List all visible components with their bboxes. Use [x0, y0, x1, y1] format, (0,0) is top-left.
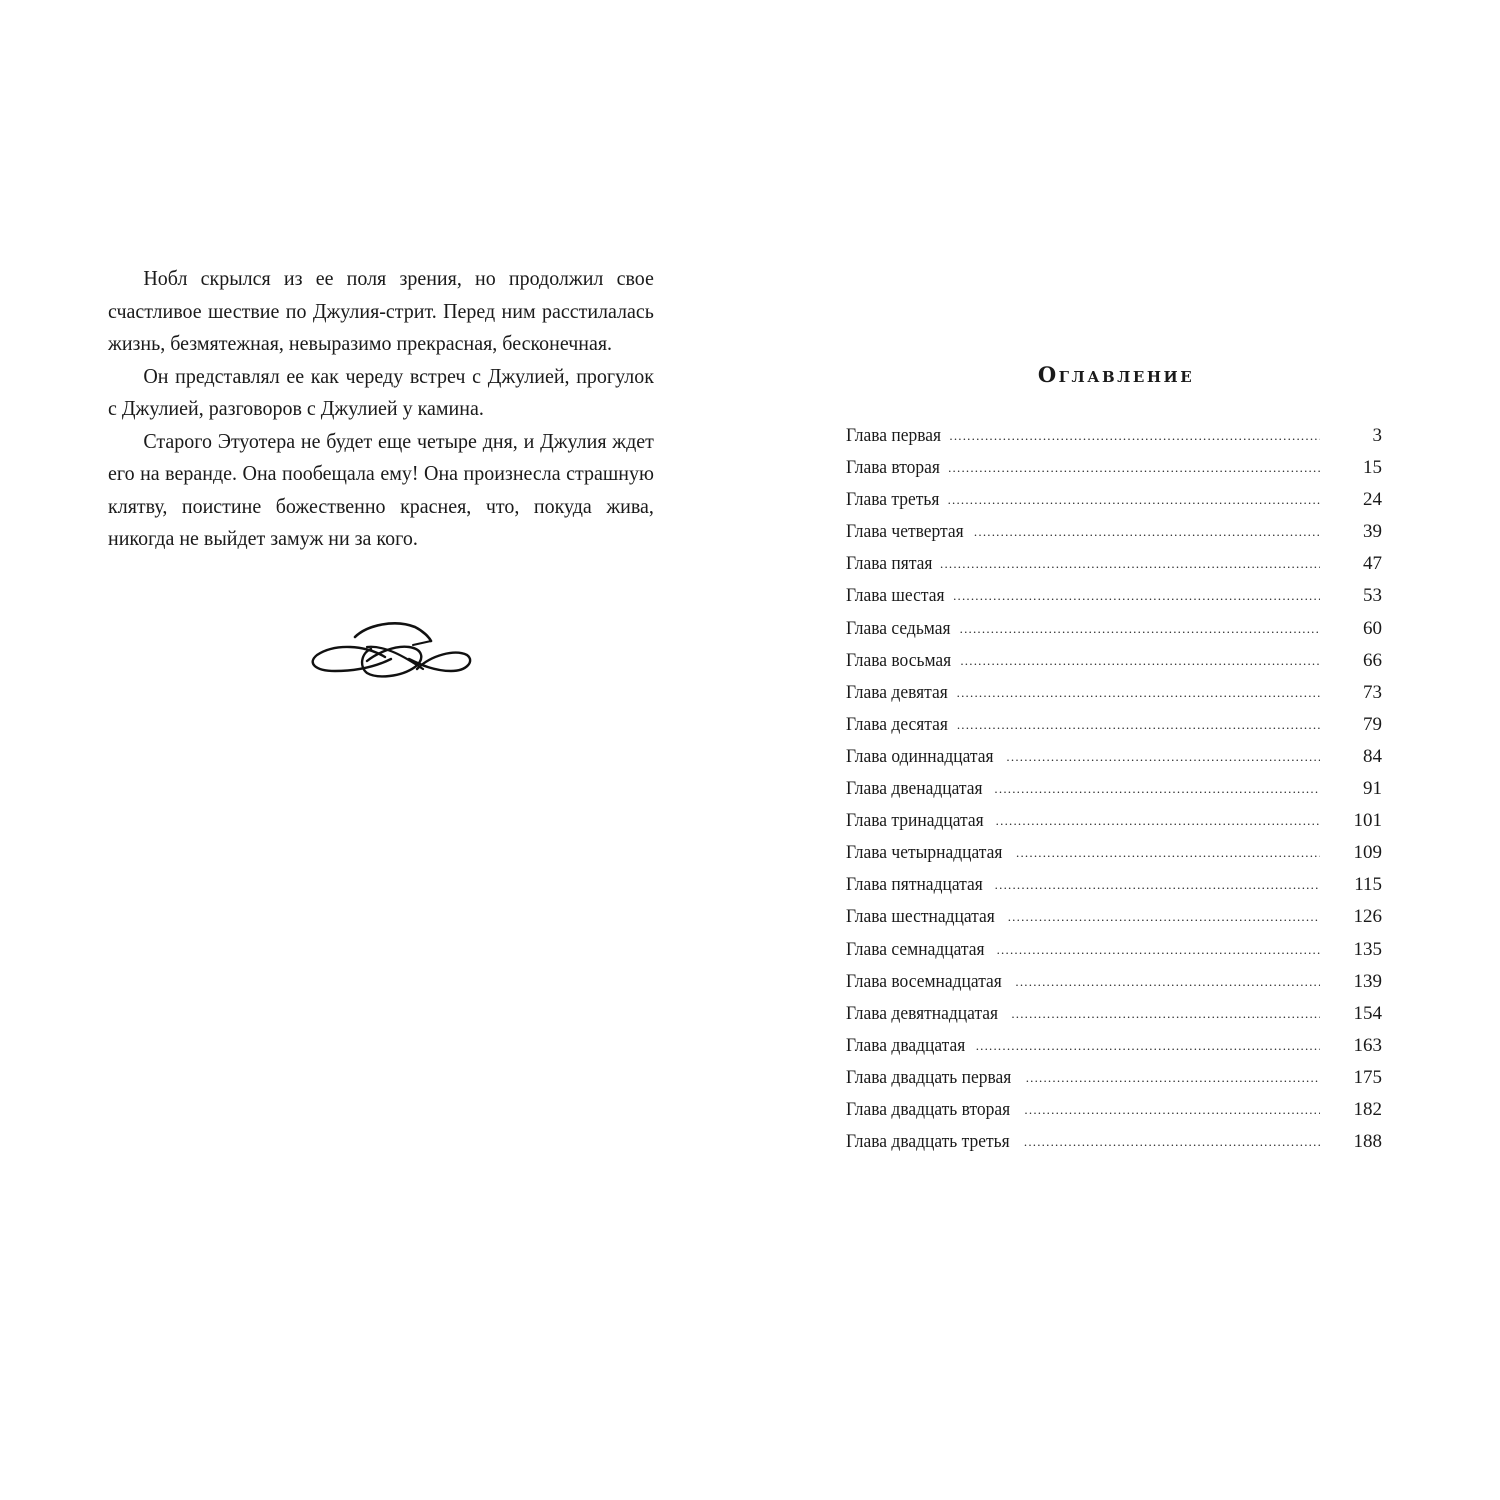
- dot-leader: [997, 934, 1320, 966]
- dot-leader: [953, 580, 1320, 612]
- dot-leader: [1011, 998, 1320, 1030]
- toc-page-number: 163: [1353, 1034, 1382, 1056]
- toc-page-number: 79: [1363, 713, 1382, 735]
- body-paragraph: Он представлял ее как череду встреч с Джулией, прогулок с Джулией, разговоров с Джулией у камина.: [108, 363, 654, 420]
- toc-page-number: 135: [1353, 938, 1382, 960]
- toc-page-number: 84: [1363, 745, 1382, 767]
- toc-page-number: 115: [1354, 874, 1382, 896]
- toc-page-number: 139: [1353, 970, 1382, 992]
- toc-entry[interactable]: [846, 484, 1382, 516]
- toc-entry-label: Глава двадцатая: [846, 1034, 966, 1056]
- toc-page-number: 175: [1353, 1066, 1382, 1088]
- toc-page-number: 39: [1363, 521, 1382, 543]
- dot-leader: [994, 773, 1320, 805]
- body-paragraph: Нобл скрылся из ее поля зрения, но продолжил свое счастливое шествие по Джулия-стрит. Перед ним расстилалась жизнь, безмятежная, невыразимо прекрасная, бесконечная.: [108, 266, 654, 355]
- toc-title: Оглавление: [1037, 362, 1195, 387]
- toc-entry-label: Глава четвертая: [846, 521, 964, 543]
- toc-entry-label: Глава седьмая: [846, 617, 951, 639]
- toc-entry-label: Глава восьмая: [846, 649, 952, 671]
- toc-page-number: 126: [1353, 906, 1382, 928]
- toc-page-number: 15: [1363, 457, 1382, 479]
- toc-entry-label: Глава первая: [846, 425, 942, 446]
- toc-entry[interactable]: [846, 901, 1382, 933]
- toc-page-number: 101: [1353, 810, 1382, 832]
- dot-leader: [976, 1030, 1320, 1062]
- toc-entry-label: Глава вторая: [846, 457, 940, 479]
- toc-entry-label: Глава пятнадцатая: [846, 874, 983, 896]
- toc-entry[interactable]: [846, 580, 1382, 612]
- dot-leader: [949, 420, 1320, 452]
- toc-entry-label: Глава двадцать третья: [846, 1131, 1010, 1153]
- toc-entry-label: Глава шестая: [846, 585, 945, 607]
- toc-entry[interactable]: [846, 1030, 1382, 1062]
- toc-entry-label: Глава пятая: [846, 553, 933, 575]
- dot-leader: [957, 677, 1320, 709]
- toc-page-number: 53: [1363, 585, 1382, 607]
- toc-entry[interactable]: [846, 966, 1382, 998]
- dot-leader: [1015, 966, 1320, 998]
- calligraphic-flourish-icon: [305, 615, 473, 683]
- toc-page-number: 182: [1353, 1098, 1382, 1120]
- dot-leader: [996, 805, 1320, 837]
- toc-entry[interactable]: [846, 420, 1382, 452]
- dot-leader: [960, 645, 1320, 677]
- right-page: [846, 360, 1382, 1158]
- toc-entry[interactable]: [846, 1062, 1382, 1094]
- dot-leader: [1006, 741, 1320, 773]
- toc-entry-label: Глава девятая: [846, 681, 948, 703]
- toc-entry[interactable]: [846, 741, 1382, 773]
- toc-entry-label: Глава девятнадцатая: [846, 1002, 999, 1024]
- toc-page-number: 24: [1363, 489, 1382, 511]
- toc-page-number: 60: [1363, 617, 1382, 639]
- toc-entry[interactable]: [846, 869, 1382, 901]
- dot-leader: [948, 484, 1320, 516]
- toc-entry-label: Глава третья: [846, 489, 940, 511]
- toc-page-number: 91: [1363, 778, 1382, 800]
- dot-leader: [1026, 1062, 1320, 1094]
- dot-leader: [1016, 837, 1320, 869]
- toc-entry[interactable]: [846, 709, 1382, 741]
- dot-leader: [1008, 901, 1320, 933]
- body-paragraph: Старого Этуотера не будет еще четыре дня, и Джулия ждет его на веранде. Она пообещала ему! Она произнесла страшную клятву, поистине божественно краснея, что, покуда жива, никогда не выйдет замуж ни за кого.: [108, 428, 654, 550]
- toc-page-number: 188: [1353, 1131, 1382, 1153]
- toc-entry-label: Глава десятая: [846, 713, 948, 735]
- toc-entry-label: Глава двадцать первая: [846, 1066, 1012, 1088]
- dot-leader: [948, 452, 1320, 484]
- toc-entry-label: Глава четырнадцатая: [846, 842, 1003, 864]
- toc-entry-label: Глава двенадцатая: [846, 778, 983, 800]
- dot-leader: [940, 548, 1320, 580]
- toc-entry-label: Глава одиннадцатая: [846, 745, 994, 767]
- toc-entry-label: Глава тринадцатая: [846, 810, 984, 832]
- toc-entry[interactable]: [846, 548, 1382, 580]
- toc-entry[interactable]: [846, 998, 1382, 1030]
- toc-entry-label: Глава шестнадцатая: [846, 906, 995, 928]
- toc-page-number: 154: [1353, 1002, 1382, 1024]
- toc-entry[interactable]: [846, 516, 1382, 548]
- dot-leader: [1024, 1126, 1320, 1158]
- toc-entry[interactable]: [846, 677, 1382, 709]
- toc-page-number: 66: [1363, 649, 1382, 671]
- dot-leader: [974, 516, 1320, 548]
- dot-leader: [1024, 1094, 1320, 1126]
- toc-page-number: 47: [1363, 553, 1382, 575]
- toc-page-number: 109: [1353, 842, 1382, 864]
- dot-leader: [960, 613, 1320, 645]
- toc-entry[interactable]: [846, 452, 1382, 484]
- toc-entry[interactable]: [846, 1094, 1382, 1126]
- toc-entry[interactable]: [846, 934, 1382, 966]
- toc-entry[interactable]: [846, 837, 1382, 869]
- toc-page-number: 73: [1363, 681, 1382, 703]
- dot-leader: [957, 709, 1320, 741]
- table-of-contents: [846, 420, 1382, 1158]
- toc-entry[interactable]: [846, 1126, 1382, 1158]
- toc-entry[interactable]: [846, 805, 1382, 837]
- toc-entry-label: Глава восемнадцатая: [846, 970, 1002, 992]
- toc-page-number: 3: [1372, 425, 1382, 446]
- dot-leader: [995, 869, 1320, 901]
- toc-entry-label: Глава семнадцатая: [846, 938, 985, 960]
- left-page: [108, 262, 654, 555]
- toc-entry-label: Глава двадцать вторая: [846, 1098, 1011, 1120]
- toc-entry[interactable]: [846, 773, 1382, 805]
- toc-entry[interactable]: [846, 645, 1382, 677]
- toc-entry[interactable]: [846, 613, 1382, 645]
